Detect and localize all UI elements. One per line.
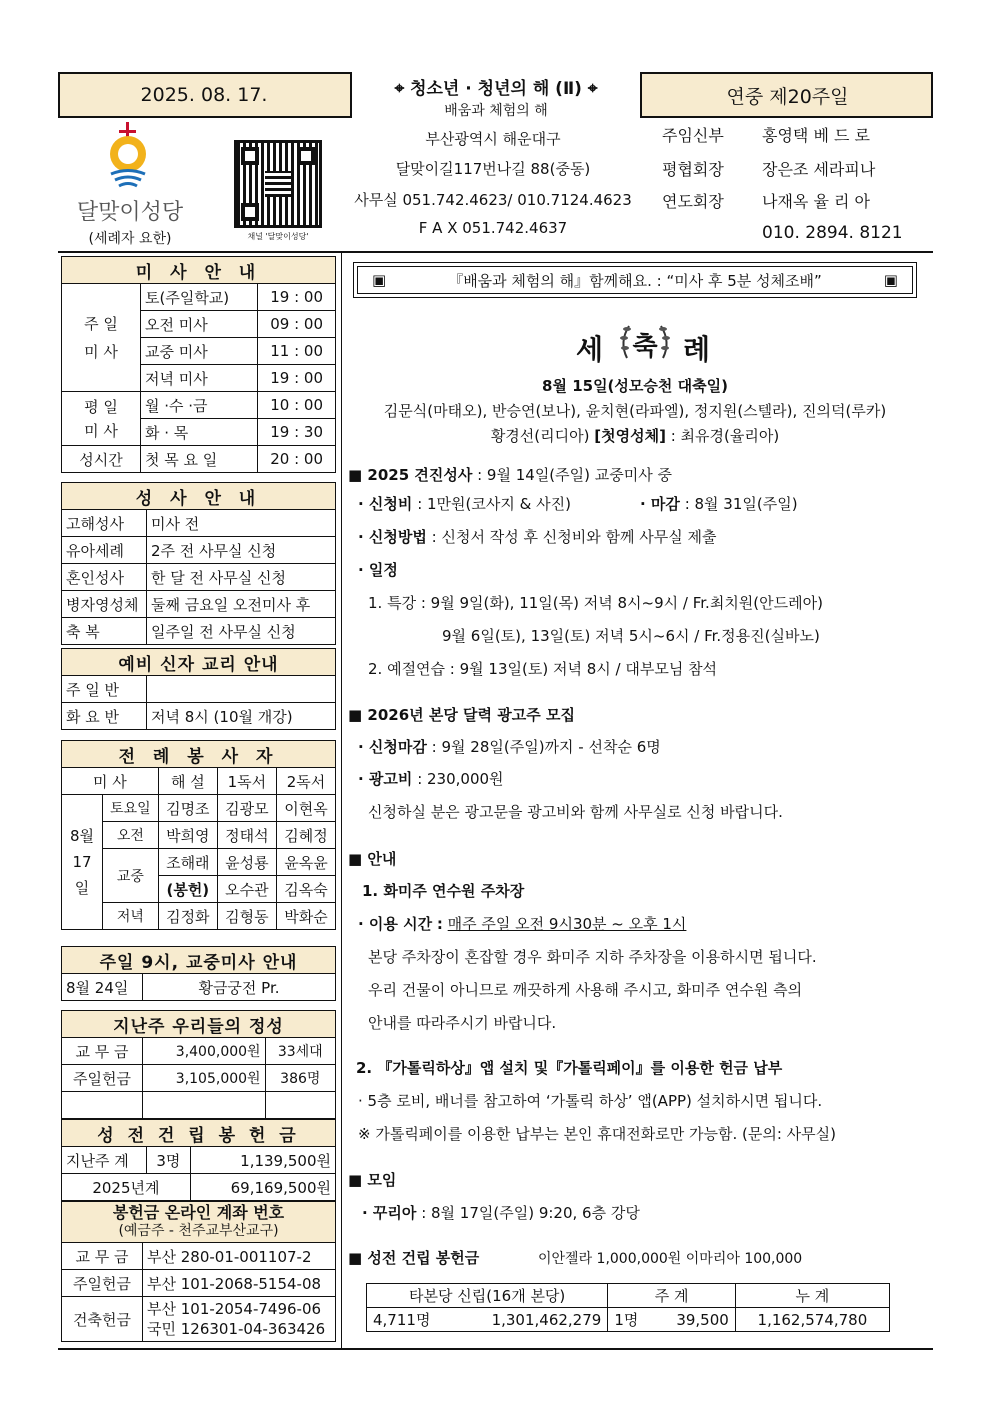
sacrament-name-0: 고해성사	[62, 510, 147, 537]
account-building-values	[143, 1297, 336, 1342]
offering-count-1: 386명	[265, 1065, 335, 1092]
address-line1: 부산광역시 해운대구	[425, 130, 561, 148]
weekday-mass-time-1: 19 : 30	[258, 419, 336, 446]
servers-mass-0: 토요일	[103, 795, 159, 822]
notice-p1: 본당 주차장이 혼잡할 경우 화미주 지하 주차장을 이용하시면 됩니다.	[368, 948, 817, 966]
sunday-mass-name-3: 저녁 미사	[141, 365, 258, 392]
servers-a-2: 조해래	[158, 849, 217, 876]
weekday-mass-time-0: 10 : 00	[258, 392, 336, 419]
confirmation-deadline	[640, 493, 798, 514]
building-last-week-amount: 1,139,500원	[190, 1147, 335, 1174]
confirmation-sched1b: 9월 6일(토), 13일(토) 저녁 5시~6시 / Fr.정용진(실바노)	[442, 627, 820, 645]
theme-subtitle: 배움과 체험의 해	[444, 103, 548, 119]
notice-p3: 안내를 따라주시기 바랍니다.	[368, 1014, 557, 1032]
building-year-label: 2025년계	[62, 1174, 191, 1201]
staff-name-2: 나재옥 율 리 아	[762, 192, 870, 211]
calendar-ad-deadline	[358, 736, 661, 757]
holy-hour-label: 성시간	[62, 446, 141, 473]
servers-mass-4: 저녁	[103, 903, 159, 930]
servers-c-0: 이현옥	[276, 795, 335, 822]
calendar-ad-note: 신청하실 분은 광고문을 광고비와 함께 사무실로 신청 바랍니다.	[368, 803, 783, 821]
catechism-name-0: 주 일 반	[62, 676, 147, 703]
donation-header-1: 주 계	[608, 1284, 736, 1308]
sacrament-value-4: 일주일 전 사무실 신청	[147, 618, 336, 645]
confirmation-deadline-label: · 마감	[640, 495, 680, 513]
confirmation-schedule-label: · 일정	[358, 561, 398, 579]
sacraments-table	[61, 482, 336, 645]
confirmation-fee	[358, 493, 571, 514]
servers-a-4: 김정화	[158, 903, 217, 930]
sunday-mass-name-0: 토(주일학교)	[141, 284, 258, 311]
qr-code[interactable]	[234, 140, 322, 228]
column-divider	[341, 251, 342, 1348]
servers-mass-1: 오전	[103, 822, 159, 849]
sacrament-name-2: 혼인성사	[62, 564, 147, 591]
sunday-mass-time-0: 19 : 00	[258, 284, 336, 311]
account-name-1: 주일헌금	[62, 1270, 143, 1297]
theme-title: ⌖ 청소년 · 청년의 해 (Ⅱ) ⌖	[394, 79, 598, 99]
confirmation-fee-label: · 신청비	[358, 495, 413, 513]
servers-header-0: 미 사	[62, 768, 159, 795]
confirmation-heading-label: ■ 2025 견진성사	[348, 466, 473, 484]
qr-caption: 채널 '달맞이성당'	[247, 232, 309, 241]
donation-header-0: 타본당 신립(16개 본당)	[367, 1284, 608, 1308]
sunday-mass-time-1: 09 : 00	[258, 311, 336, 338]
donation-week-count: 1명	[608, 1308, 654, 1332]
notice-item2-b: ※ 가톨릭페이를 이용한 납부는 본인 휴대전화로만 가능함. (문의: 사무실)	[358, 1125, 836, 1143]
calendar-ad-fee	[358, 768, 504, 789]
building-donation-donors: 이안젤라 1,000,000원 이마리아 100,000	[538, 1251, 803, 1267]
cross-moon-icon	[95, 122, 161, 194]
confirmation-method	[358, 526, 716, 547]
baptism-date: 8월 15일(성모승천 대축일)	[542, 377, 728, 395]
offering-empty-row	[62, 1092, 143, 1119]
notice-item2: 2. 『가톨릭하상』앱 설치 및『가톨릭페이』를 이용한 헌금 납부	[356, 1059, 783, 1077]
servers-b-1: 정태석	[217, 822, 276, 849]
sacrament-name-1: 유아세례	[62, 537, 147, 564]
offering-count-0: 33세대	[265, 1038, 335, 1065]
donation-other-amount: 1,301,462,279	[454, 1308, 608, 1332]
servers-c-4: 박화순	[276, 903, 335, 930]
mass-title: 미 사 안 내	[62, 257, 336, 284]
servers-c-3: 김옥숙	[276, 876, 335, 903]
baptism-names-2	[353, 425, 917, 446]
servers-a-0: 김명조	[158, 795, 217, 822]
account-value-0: 부산 280-01-001107-2	[143, 1243, 336, 1270]
servers-header-3: 2독서	[276, 768, 335, 795]
accounts-title: 봉헌금 온라인 계좌 번호	[112, 1203, 285, 1222]
servers-b-0: 김광모	[217, 795, 276, 822]
catechism-value-0	[147, 676, 336, 703]
sunday9-date: 8월 24일	[62, 974, 143, 1001]
donation-week-amount: 39,500	[654, 1308, 736, 1332]
notice-time-colon: :	[436, 915, 443, 933]
building-fund-table	[61, 1119, 336, 1201]
sacrament-name-3: 병자영성체	[62, 591, 147, 618]
sacrament-name-4: 축 복	[62, 618, 147, 645]
offering-name-0: 교 무 금	[62, 1038, 143, 1065]
building-donation-heading: ■ 성전 건립 봉헌금	[348, 1249, 480, 1267]
offerings-table	[61, 1010, 336, 1119]
meeting-heading: ■ 모임	[348, 1171, 397, 1189]
banner-right-icon: ▣	[883, 271, 898, 289]
sacrament-value-3: 둘째 금요일 오전미사 후	[147, 591, 336, 618]
confirmation-sched2: 2. 예절연습 : 9월 13일(토) 저녁 8시 / 대부모님 참석	[368, 660, 718, 678]
notice-p2: 우리 건물이 아니므로 깨끗하게 사용해 주시고, 화미주 연수원 측의	[368, 981, 803, 999]
parish-name: 달맞이성당	[76, 200, 184, 225]
notice-time	[358, 913, 686, 934]
offering-amount-0: 3,400,000원	[143, 1038, 266, 1065]
staff-phone: 010. 2894. 8121	[762, 223, 903, 243]
offering-amount-1: 3,105,000원	[143, 1065, 266, 1092]
servers-c-1: 김혜정	[276, 822, 335, 849]
sunday9-priest: 황금궁전 Pr.	[143, 974, 336, 1001]
confirmation-heading-rest: : 9월 14일(주일) 교중미사 중	[477, 466, 672, 484]
servers-c-2: 윤옥윤	[276, 849, 335, 876]
sunday-mass-time-2: 11 : 00	[258, 338, 336, 365]
confirmation-sched1: 1. 특강 : 9월 9일(화), 11일(목) 저녁 8시~9시 / Fr.최치원(안드레아)	[368, 594, 823, 612]
notice-time-value: 매주 주일 오전 9시30분 ~ 오후 1시	[447, 915, 687, 933]
catechism-name-1: 화 요 반	[62, 703, 147, 730]
servers-mass-2: 교중	[103, 849, 159, 903]
sunday-mass-time-3: 19 : 00	[258, 365, 336, 392]
servers-b-4: 김형동	[217, 903, 276, 930]
holy-hour-time: 20 : 00	[258, 446, 336, 473]
office-phone: 사무실 051.742.4623/ 010.7124.4623	[354, 191, 632, 209]
calendar-ad-fee-label: · 광고비	[358, 770, 413, 788]
baptism-title-left: 세	[576, 333, 604, 366]
servers-header-2: 1독서	[217, 768, 276, 795]
donation-total: 1,162,574,780	[735, 1308, 889, 1332]
account-building-1: 부산 101-2054-7496-06	[147, 1300, 322, 1318]
baptism-names-1: 김문식(마태오), 반승연(보나), 윤치현(라파엘), 정지원(스텔라), 진의덕(루카)	[383, 402, 887, 420]
confirmation-method-value: : 신청서 작성 후 신청비와 함께 사무실 제출	[431, 528, 717, 546]
accounts-table	[61, 1201, 336, 1342]
calendar-ad-deadline-label: · 신청마감	[358, 738, 427, 756]
catechism-table	[61, 648, 336, 730]
mass-table	[61, 256, 336, 473]
baptism-title-right: 례	[683, 333, 711, 366]
accounts-subtitle: (예금주 - 천주교부산교구)	[118, 1223, 279, 1239]
meeting-detail: : 8월 17일(주일) 9:20, 6층 강당	[421, 1204, 640, 1222]
sunday9-title: 주일 9시, 교중미사 안내	[62, 947, 336, 974]
sunday-mass-name-2: 교중 미사	[141, 338, 258, 365]
weekday-mass-label: 평 일 미 사	[62, 392, 141, 446]
baptism-names-2-post: : 최유경(율리아)	[670, 427, 780, 445]
staff-name-0: 홍영택 베 드 로	[762, 126, 870, 145]
confirmation-fee-value: : 1만원(코사지 & 사진)	[417, 495, 571, 513]
servers-a-1: 박희영	[158, 822, 217, 849]
offerings-title: 지난주 우리들의 정성	[62, 1011, 336, 1038]
sacrament-value-2: 한 달 전 사무실 신청	[147, 564, 336, 591]
calendar-ad-fee-value: : 230,000원	[417, 770, 504, 788]
sunday9-table	[61, 946, 336, 1001]
divider-top	[58, 251, 933, 253]
bulletin-date: 2025. 08. 17.	[140, 84, 268, 106]
liturgical-day: 연중 제20주일	[726, 85, 849, 108]
confirmation-method-label: · 신청방법	[358, 528, 427, 546]
weekday-mass-name-1: 화 · 목	[141, 419, 258, 446]
sacrament-value-0: 미사 전	[147, 510, 336, 537]
calendar-ad-heading: ■ 2026년 본당 달력 광고주 모집	[348, 706, 575, 724]
confirmation-heading	[348, 464, 672, 485]
offering-name-1: 주일헌금	[62, 1065, 143, 1092]
fax-number: F A X 051.742.4637	[418, 219, 568, 237]
donation-other-count: 4,711명	[367, 1308, 455, 1332]
building-donation-table	[366, 1283, 890, 1332]
confirmation-deadline-value: : 8월 31일(주일)	[684, 495, 798, 513]
theme-box	[350, 72, 642, 118]
servers-header-1: 해 설	[158, 768, 217, 795]
parish-patron: (세례자 요한)	[88, 231, 172, 247]
servers-table	[61, 740, 336, 930]
adoration-banner	[353, 262, 917, 298]
meeting-item	[362, 1202, 640, 1223]
notice-item1: 1. 화미주 연수원 주차장	[362, 882, 525, 900]
holy-hour-day: 첫 목 요 일	[141, 446, 258, 473]
baptism-title-mid: 축	[632, 332, 658, 362]
weekday-mass-name-0: 월 ·수 ·금	[141, 392, 258, 419]
servers-date: 8월 17일	[62, 795, 103, 930]
sacrament-value-1: 2주 전 사무실 신청	[147, 537, 336, 564]
servers-a-3: (봉헌)	[158, 876, 217, 903]
sunday-mass-label: 주 일 미 사	[62, 284, 141, 392]
banner-left-icon: ▣	[372, 271, 387, 289]
banner-text: 『배움과 체험의 해』함께해요. : “미사 후 5분 성체조배”	[448, 271, 822, 290]
servers-b-2: 윤성룡	[217, 849, 276, 876]
meeting-name: · 꾸리아	[362, 1204, 417, 1222]
sunday-mass-name-1: 오전 미사	[141, 311, 258, 338]
staff-name-1: 장은조 세라피나	[762, 160, 876, 179]
account-name-0: 교 무 금	[62, 1243, 143, 1270]
staff-role-1: 평협회장	[662, 160, 724, 179]
donation-header-2: 누 계	[735, 1284, 889, 1308]
account-building-2: 국민 126301-04-363426	[147, 1320, 326, 1338]
divider-bottom	[58, 1348, 933, 1350]
building-last-week-count: 3명	[147, 1147, 191, 1174]
building-year-amount: 69,169,500원	[190, 1174, 335, 1201]
accounts-header	[62, 1202, 336, 1243]
notice-heading: ■ 안내	[348, 850, 397, 868]
account-building-label: 건축헌금	[62, 1297, 143, 1342]
building-fund-title: 성 전 건 립 봉 헌 금	[62, 1120, 336, 1147]
calendar-ad-deadline-value: : 9월 28일(주일)까지 - 선착순 6명	[431, 738, 661, 756]
sacraments-title: 성 사 안 내	[62, 483, 336, 510]
account-value-1: 부산 101-2068-5154-08	[143, 1270, 336, 1297]
staff-role-2: 연도회장	[662, 192, 724, 211]
notice-item2-a: · 5층 로비, 배너를 참고하여 ‘가톨릭 하상’ 앱(APP) 설치하시면 됩니다.	[358, 1092, 823, 1110]
servers-title: 전 례 봉 사 자	[62, 741, 336, 768]
first-communion-label: [첫영성체]	[594, 427, 666, 445]
staff-role-0: 주임신부	[662, 126, 724, 145]
catechism-value-1: 저녁 8시 (10월 개강)	[147, 703, 336, 730]
catechism-title: 예비 신자 교리 안내	[62, 649, 336, 676]
parish-logo	[95, 122, 161, 194]
servers-b-3: 오수관	[217, 876, 276, 903]
address-line2: 달맞이길117번나길 88(중동)	[395, 160, 591, 178]
notice-time-label: · 이용 시간	[358, 915, 433, 933]
baptism-names-2-pre: 황경선(리디아)	[490, 427, 590, 445]
building-last-week-label: 지난주 계	[62, 1147, 147, 1174]
